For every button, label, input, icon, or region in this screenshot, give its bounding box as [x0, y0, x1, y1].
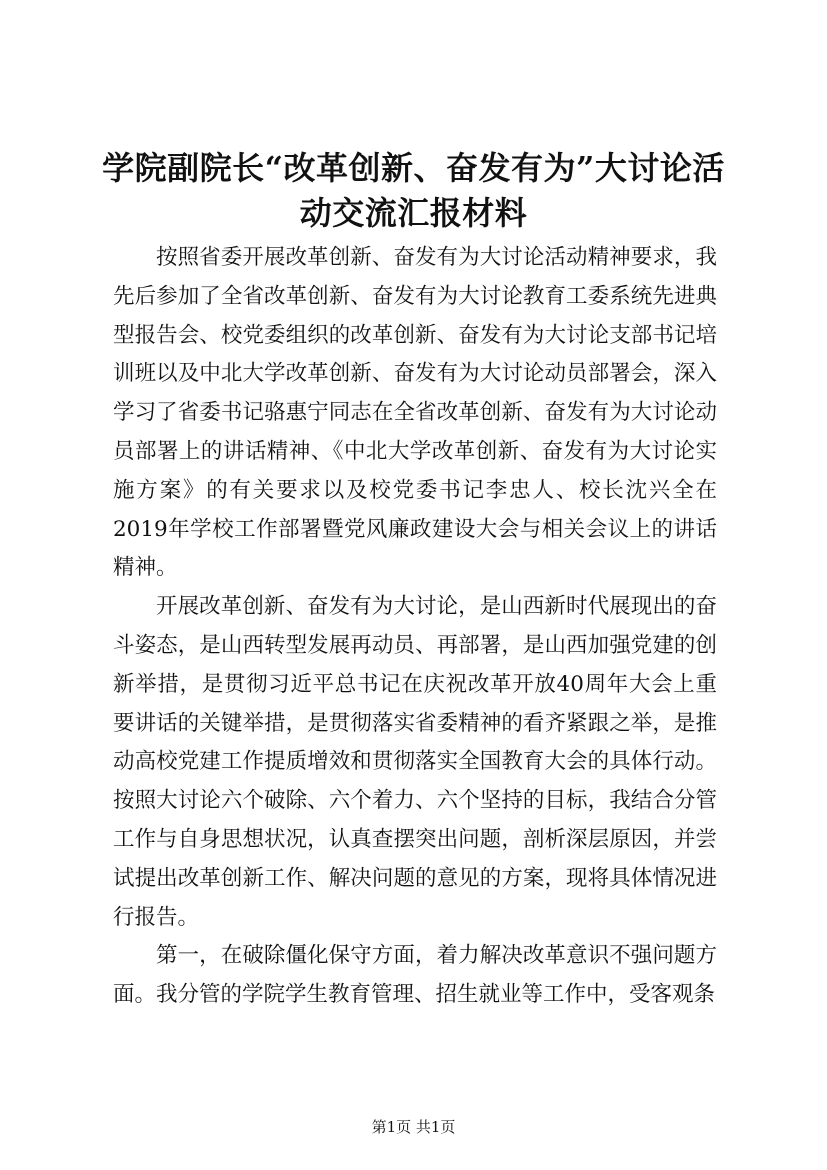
title-line-2: 动交流汇报材料 [299, 194, 528, 232]
page-number-footer: 第1页 共1页 [371, 1118, 456, 1136]
paragraph-2: 开展改革创新、奋发有为大讨论，是山西新时代展现出的奋斗姿态，是山西转型发展再动员、再部署，是山西加强党建的创新举措，是贯彻习近平总书记在庆祝改革开放40周年大会上重要讲话的关键举措，是贯彻落实省委精神的看齐紧跟之举，是推动高校党建工作提质增效和贯彻落实全国教育大会的具体行动。按照大讨论六个破除、六个着力、六个坚持的目标，我结合分管工作与自身思想状况，认真查摆突出问题，剖析深层原因，并尝试提出改革创新工作、解决问题的意见的方案，现将具体情况进行报告。 [113, 594, 717, 930]
document-title [100, 146, 727, 236]
document-body [113, 239, 717, 1015]
title-line-1: 学院副院长“改革创新、奋发有为”大讨论活 [102, 149, 725, 187]
paragraph-3: 第一，在破除僵化保守方面，着力解决改革意识不强问题方面。我分管的学院学生教育管理、招生就业等工作中，受客观条 [113, 943, 717, 1008]
paragraph-1: 按照省委开展改革创新、奋发有为大讨论活动精神要求，我先后参加了全省改革创新、奋发有为大讨论教育工委系统先进典型报告会、校党委组织的改革创新、奋发有为大讨论支部书记培训班以及中北大学改革创新、奋发有为大讨论动员部署会，深入学习了省委书记骆惠宁同志在全省改革创新、奋发有为大讨论动员部署上的讲话精神、《中北大学改革创新、奋发有为大讨论实施方案》的有关要求以及校党委书记李忠人、校长沈兴全在2019年学校工作部署暨党风廉政建设大会与相关会议上的讲话精神。 [113, 245, 717, 581]
